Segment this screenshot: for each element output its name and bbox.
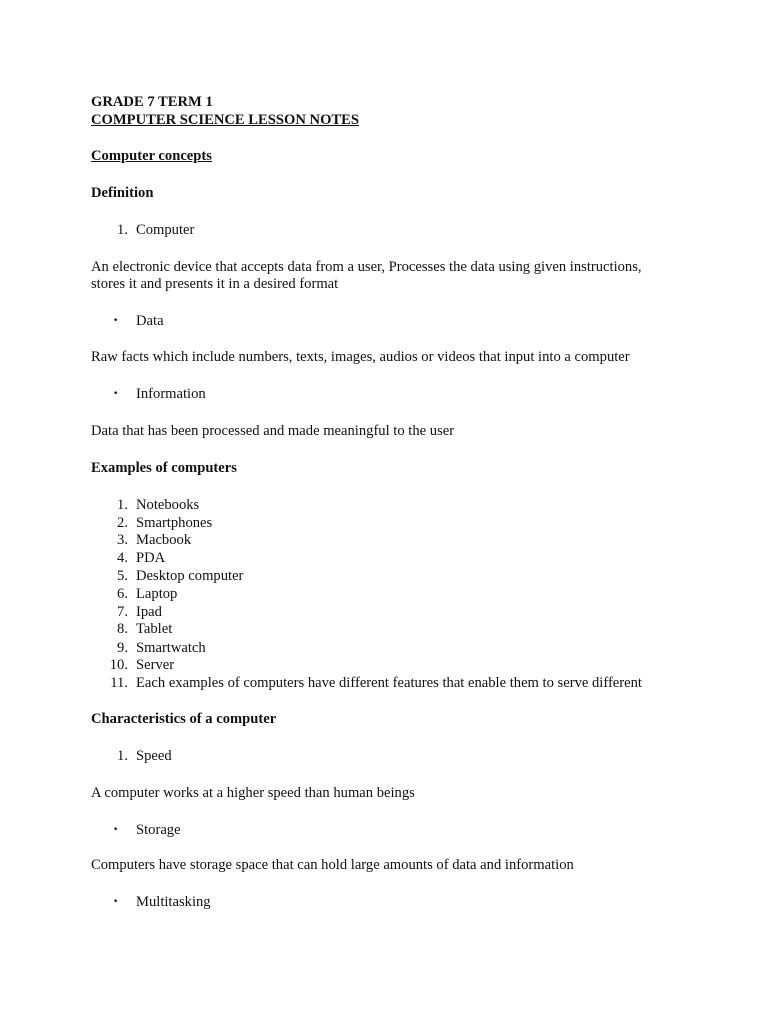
list-number: 1. xyxy=(117,222,128,238)
subheading-characteristics: Characteristics of a computer xyxy=(91,711,277,727)
term-multitasking: Multitasking xyxy=(136,894,211,910)
list-number: 7. xyxy=(117,604,128,620)
grade-term-title: GRADE 7 TERM 1 xyxy=(91,94,213,110)
list-item: Ipad xyxy=(136,604,162,620)
description-speed: A computer works at a higher speed than human beings xyxy=(91,785,415,801)
list-number: 5. xyxy=(117,568,128,584)
subheading-definition: Definition xyxy=(91,185,154,201)
bullet-icon: • xyxy=(113,316,119,326)
list-item: Smartphones xyxy=(136,515,213,531)
list-number: 1. xyxy=(117,497,128,513)
definition-computer-line1: An electronic device that accepts data from a user, Processes the data using given instructions, xyxy=(91,259,642,275)
list-number: 10. xyxy=(109,657,128,673)
list-number: 8. xyxy=(117,621,128,637)
list-number: 9. xyxy=(117,640,128,656)
subheading-examples: Examples of computers xyxy=(91,460,237,476)
list-item: Smartwatch xyxy=(136,640,206,656)
term-information: Information xyxy=(136,386,206,402)
list-item: Desktop computer xyxy=(136,568,244,584)
list-number: 1. xyxy=(117,748,128,764)
bullet-icon: • xyxy=(113,897,119,907)
term-data: Data xyxy=(136,313,164,329)
list-item: Laptop xyxy=(136,586,178,602)
description-storage: Computers have storage space that can hold large amounts of data and information xyxy=(91,857,574,873)
list-number: 2. xyxy=(117,515,128,531)
list-item: Notebooks xyxy=(136,497,200,513)
list-item: Each examples of computers have different features that enable them to serve different xyxy=(136,675,642,691)
term-speed: Speed xyxy=(136,748,172,764)
list-number: 4. xyxy=(117,550,128,566)
definition-information: Data that has been processed and made meaningful to the user xyxy=(91,423,455,439)
list-item: Tablet xyxy=(136,621,173,637)
list-number: 6. xyxy=(117,586,128,602)
document-title: COMPUTER SCIENCE LESSON NOTES xyxy=(91,112,360,128)
term-computer: Computer xyxy=(136,222,195,238)
list-item: Macbook xyxy=(136,532,192,548)
list-number: 3. xyxy=(117,532,128,548)
list-item: Server xyxy=(136,657,175,673)
bullet-icon: • xyxy=(113,825,119,835)
definition-computer-line2: stores it and presents it in a desired format xyxy=(91,276,339,292)
list-number: 11. xyxy=(110,675,128,691)
bullet-icon: • xyxy=(113,389,119,399)
section-heading-computer-concepts: Computer concepts xyxy=(91,148,212,164)
term-storage: Storage xyxy=(136,822,181,838)
definition-data: Raw facts which include numbers, texts, images, audios or videos that input into a computer xyxy=(91,349,630,365)
list-item: PDA xyxy=(136,550,166,566)
